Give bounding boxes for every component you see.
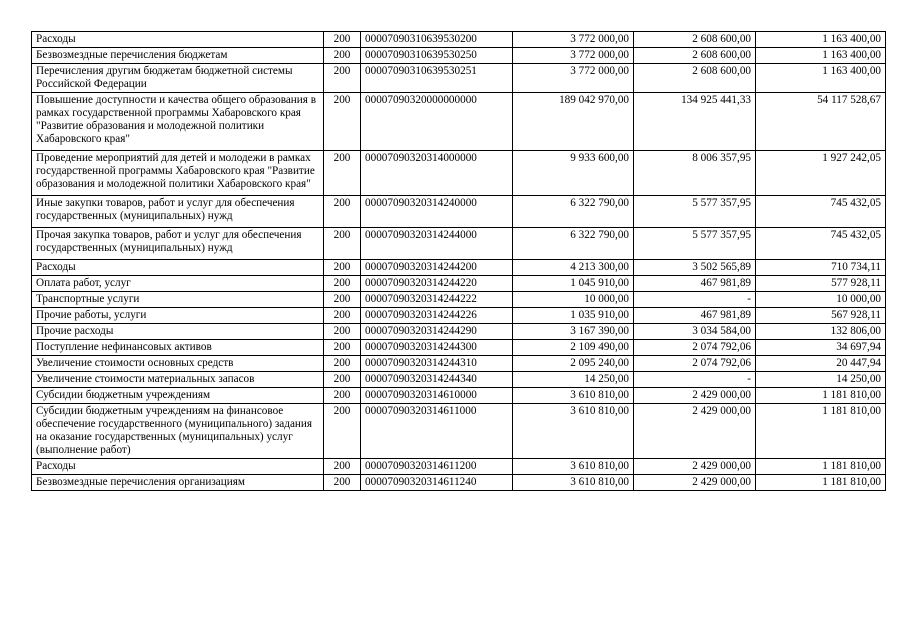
row-unexecuted: 1 163 400,00 [756,48,886,64]
row-unexecuted: 14 250,00 [756,372,886,388]
table-row [32,404,886,459]
row-budget-code: 00007090320314244222 [361,292,513,308]
row-line-code: 200 [324,372,361,388]
row-executed: - [634,372,756,388]
row-executed: 3 034 584,00 [634,324,756,340]
row-name: Иные закупки товаров, работ и услуг для обеспечения государственных (муниципальных) нужд [32,196,324,228]
row-name: Перечисления другим бюджетам бюджетной системы Российской Федерации [32,64,324,93]
row-unexecuted: 34 697,94 [756,340,886,356]
row-executed: 467 981,89 [634,308,756,324]
row-name: Оплата работ, услуг [32,276,324,292]
row-unexecuted: 10 000,00 [756,292,886,308]
row-unexecuted: 1 163 400,00 [756,64,886,93]
row-executed: 8 006 357,95 [634,151,756,196]
table-row [32,32,886,48]
row-unexecuted: 1 927 242,05 [756,151,886,196]
row-budget-code: 00007090310639530250 [361,48,513,64]
row-budget-code: 00007090320314244310 [361,356,513,372]
row-budget-code: 00007090320314611200 [361,459,513,475]
row-approved: 1 045 910,00 [513,276,634,292]
row-executed: 2 429 000,00 [634,404,756,459]
row-unexecuted: 1 163 400,00 [756,32,886,48]
row-budget-code: 00007090320314611240 [361,475,513,491]
row-executed: - [634,292,756,308]
row-budget-code: 00007090320314240000 [361,196,513,228]
row-executed: 467 981,89 [634,276,756,292]
table-row [32,356,886,372]
row-line-code: 200 [324,340,361,356]
row-approved: 14 250,00 [513,372,634,388]
row-unexecuted: 54 117 528,67 [756,93,886,151]
row-approved: 1 035 910,00 [513,308,634,324]
row-name: Увеличение стоимости основных средств [32,356,324,372]
table-row [32,48,886,64]
row-name: Увеличение стоимости материальных запасов [32,372,324,388]
row-approved: 2 095 240,00 [513,356,634,372]
row-unexecuted: 132 806,00 [756,324,886,340]
row-budget-code: 00007090310639530200 [361,32,513,48]
row-line-code: 200 [324,388,361,404]
row-approved: 3 167 390,00 [513,324,634,340]
row-name: Прочие работы, услуги [32,308,324,324]
table-row [32,276,886,292]
row-line-code: 200 [324,93,361,151]
row-name: Безвозмездные перечисления бюджетам [32,48,324,64]
row-approved: 189 042 970,00 [513,93,634,151]
row-approved: 9 933 600,00 [513,151,634,196]
row-approved: 10 000,00 [513,292,634,308]
row-name: Прочая закупка товаров, работ и услуг для обеспечения государственных (муниципальных) нужд [32,228,324,260]
row-unexecuted: 1 181 810,00 [756,404,886,459]
row-unexecuted: 710 734,11 [756,260,886,276]
row-name: Субсидии бюджетным учреждениям [32,388,324,404]
table-row [32,93,886,151]
row-budget-code: 00007090320314244300 [361,340,513,356]
row-approved: 3 772 000,00 [513,64,634,93]
row-line-code: 200 [324,48,361,64]
row-executed: 134 925 441,33 [634,93,756,151]
row-line-code: 200 [324,404,361,459]
row-budget-code: 00007090320314244226 [361,308,513,324]
row-executed: 5 577 357,95 [634,228,756,260]
row-budget-code: 00007090320314244220 [361,276,513,292]
row-executed: 5 577 357,95 [634,196,756,228]
table-row [32,260,886,276]
row-budget-code: 00007090320314000000 [361,151,513,196]
row-unexecuted: 20 447,94 [756,356,886,372]
table-row [32,228,886,260]
row-executed: 2 429 000,00 [634,475,756,491]
row-name: Расходы [32,459,324,475]
row-executed: 2 429 000,00 [634,388,756,404]
row-unexecuted: 745 432,05 [756,228,886,260]
row-approved: 4 213 300,00 [513,260,634,276]
row-approved: 3 772 000,00 [513,32,634,48]
row-executed: 2 429 000,00 [634,459,756,475]
budget-expenditure-table [31,31,886,491]
table-row [32,308,886,324]
row-unexecuted: 577 928,11 [756,276,886,292]
row-name: Субсидии бюджетным учреждениям на финансовое обеспечение государственного (муниципального) задания на оказание государственных (муниципальных) услуг (выполнение работ) [32,404,324,459]
table-row [32,196,886,228]
row-approved: 6 322 790,00 [513,228,634,260]
row-name: Расходы [32,260,324,276]
row-executed: 2 074 792,06 [634,356,756,372]
row-line-code: 200 [324,228,361,260]
table-row [32,388,886,404]
row-budget-code: 00007090320314244290 [361,324,513,340]
row-name: Прочие расходы [32,324,324,340]
row-unexecuted: 1 181 810,00 [756,388,886,404]
row-line-code: 200 [324,196,361,228]
row-budget-code: 00007090320314611000 [361,404,513,459]
row-unexecuted: 567 928,11 [756,308,886,324]
row-approved: 3 610 810,00 [513,475,634,491]
row-name: Расходы [32,32,324,48]
row-name: Безвозмездные перечисления организациям [32,475,324,491]
row-approved: 3 610 810,00 [513,404,634,459]
row-executed: 3 502 565,89 [634,260,756,276]
row-line-code: 200 [324,276,361,292]
table-row [32,475,886,491]
table-row [32,372,886,388]
row-line-code: 200 [324,151,361,196]
row-line-code: 200 [324,459,361,475]
row-unexecuted: 1 181 810,00 [756,459,886,475]
row-line-code: 200 [324,475,361,491]
row-line-code: 200 [324,64,361,93]
row-budget-code: 00007090320314244000 [361,228,513,260]
row-approved: 6 322 790,00 [513,196,634,228]
row-line-code: 200 [324,32,361,48]
row-line-code: 200 [324,260,361,276]
row-approved: 3 610 810,00 [513,388,634,404]
row-unexecuted: 1 181 810,00 [756,475,886,491]
row-executed: 2 074 792,06 [634,340,756,356]
row-line-code: 200 [324,308,361,324]
row-line-code: 200 [324,292,361,308]
row-budget-code: 00007090320314244200 [361,260,513,276]
table-row [32,324,886,340]
row-line-code: 200 [324,324,361,340]
row-executed: 2 608 600,00 [634,64,756,93]
row-name: Проведение мероприятий для детей и молодежи в рамках государственной программы Хабаровского края "Развитие образования и молодежной политики Хабаровского края" [32,151,324,196]
table-row [32,151,886,196]
row-approved: 3 772 000,00 [513,48,634,64]
row-line-code: 200 [324,356,361,372]
row-unexecuted: 745 432,05 [756,196,886,228]
table-row [32,292,886,308]
row-name: Повышение доступности и качества общего образования в рамках государственной программы Хабаровского края "Развитие образования и молодежной политики Хабаровского края" [32,93,324,151]
row-name: Поступление нефинансовых активов [32,340,324,356]
row-budget-code: 00007090320314610000 [361,388,513,404]
row-budget-code: 00007090310639530251 [361,64,513,93]
table-row [32,459,886,475]
row-budget-code: 00007090320314244340 [361,372,513,388]
row-executed: 2 608 600,00 [634,48,756,64]
row-executed: 2 608 600,00 [634,32,756,48]
table-row [32,340,886,356]
row-approved: 2 109 490,00 [513,340,634,356]
table-row [32,64,886,93]
row-approved: 3 610 810,00 [513,459,634,475]
row-budget-code: 00007090320000000000 [361,93,513,151]
row-name: Транспортные услуги [32,292,324,308]
